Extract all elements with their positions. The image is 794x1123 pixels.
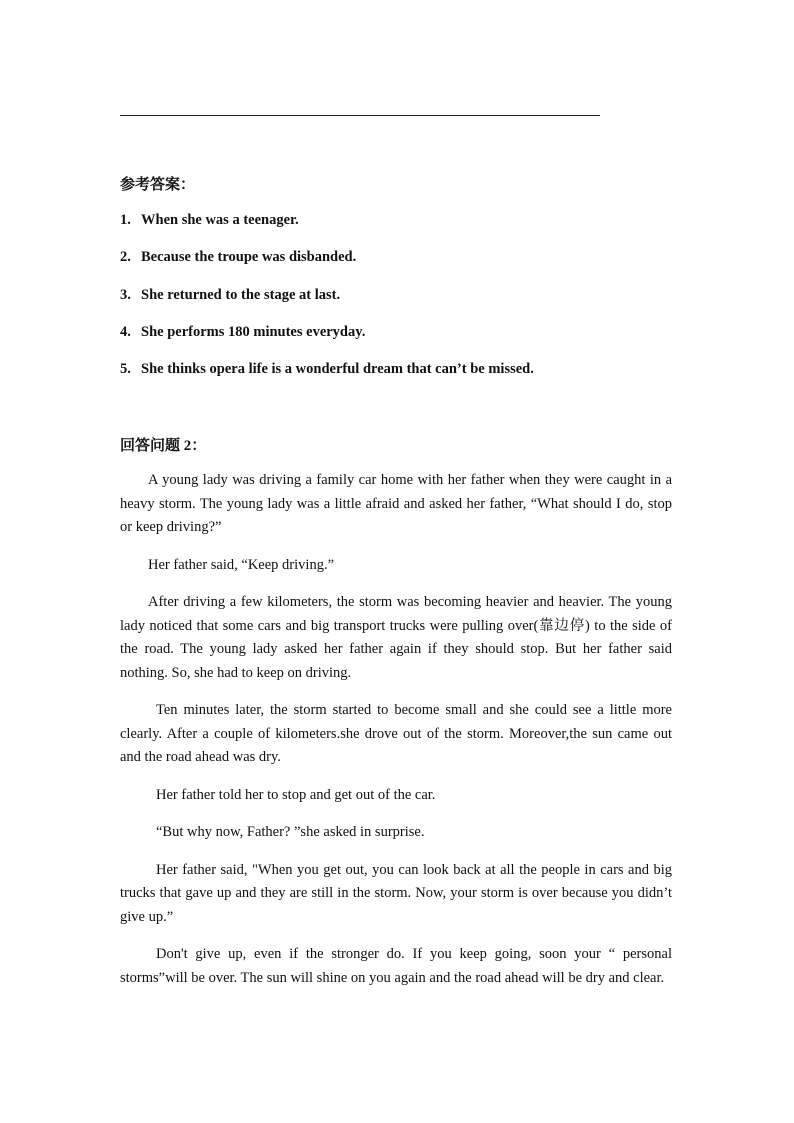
answer-item <box>120 210 680 247</box>
story-paragraph: Her father said, "When you get out, you can look back at all the people in cars and big trucks that gave up and they are still in the storm. Now, your storm is over because you didn’t give up.” <box>120 861 672 925</box>
story-body <box>120 469 672 990</box>
answer-text: She returned to the stage at last. <box>141 286 341 303</box>
answer-number: 5. <box>120 361 131 378</box>
story-paragraph: “But why now, Father? ”she asked in surprise. <box>156 824 425 840</box>
answer-text: When she was a teenager. <box>141 212 299 228</box>
answer-number: 2. <box>120 249 131 266</box>
answer-line <box>120 115 600 116</box>
answer-item <box>120 322 680 359</box>
answer-number: 3. <box>120 286 131 303</box>
answer-item <box>120 359 680 396</box>
story-paragraph: A young lady was driving a family car home with her father when they were caught in a heavy storm. The young lady was a little afraid and asked her father, “What should I do, stop or keep driving?” <box>120 472 672 535</box>
answer-text: Because the troupe was disbanded. <box>141 249 357 266</box>
answer-list <box>120 210 680 396</box>
answer-number: 1. <box>120 212 131 228</box>
story-paragraph: Her father told her to stop and get out of the car. <box>156 786 436 803</box>
answer-text: She performs 180 minutes everyday. <box>141 323 366 340</box>
answer-heading: 参考答案： <box>120 177 196 193</box>
answer-text: She thinks opera life is a wonderful dream that can’t be missed. <box>141 361 534 378</box>
answer-item <box>120 247 680 284</box>
story-paragraph: After driving a few kilometers, the storm was becoming heavier and heavier. The young lady noticed that some cars and big transport trucks were pulling over(靠边停) to the side of the road. The young lady asked her father again if they should stop. But her father said nothing. So, she had to keep on driving. <box>120 594 672 681</box>
answer-number: 4. <box>120 323 131 340</box>
answer-item <box>120 285 680 322</box>
story-paragraph: Don't give up, even if the stronger do. If you keep going, soon your “ personal storms”will be over. The sun will shine on you again and the road ahead will be dry and clear. <box>120 946 672 986</box>
story-paragraph: Ten minutes later, the storm started to become small and she could see a little more clearly. After a couple of kilometers.she drove out of the storm. Moreover,the sun came out and the road ahead was dry. <box>120 702 672 765</box>
story-paragraph: Her father said, “Keep driving.” <box>148 556 335 573</box>
question-heading: 回答问题 2： <box>120 438 207 454</box>
